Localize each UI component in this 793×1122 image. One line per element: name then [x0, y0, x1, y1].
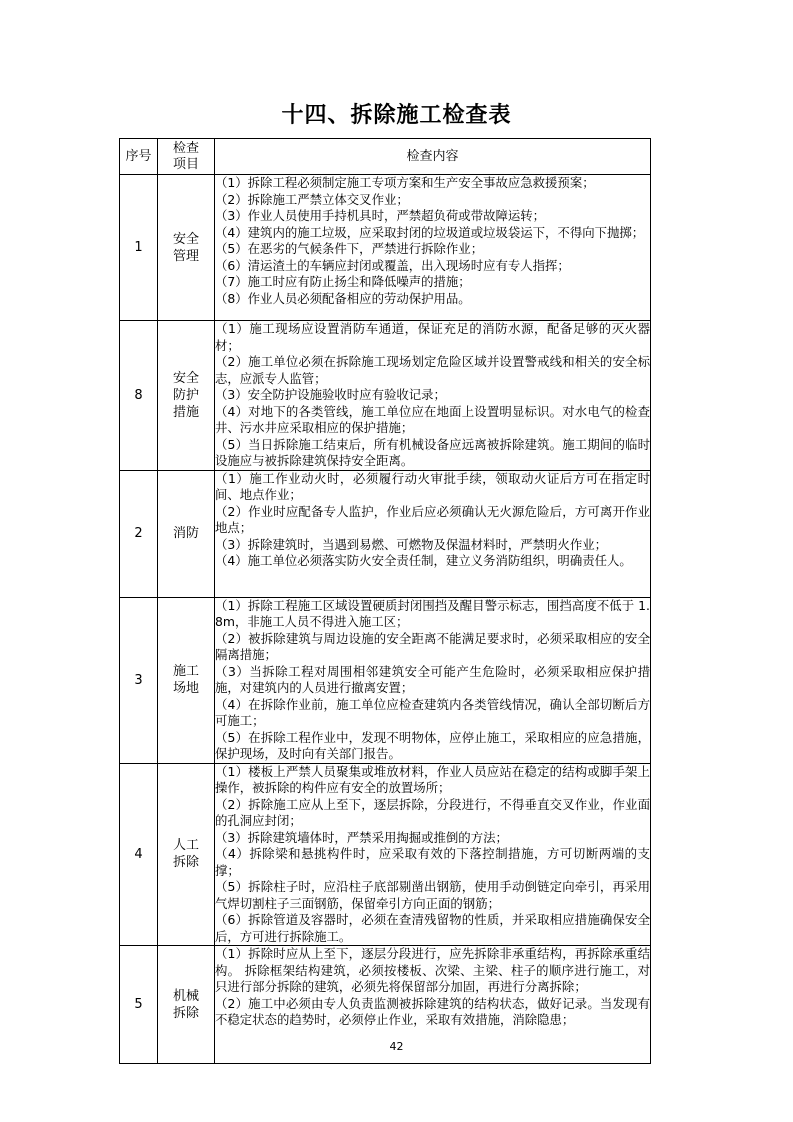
- page-number: 42: [389, 1040, 404, 1053]
- content-line: （2）拆除施工应从上至下，逐层拆除，分段进行，不得垂直交叉作业，作业面的孔洞应封闭；: [215, 796, 650, 828]
- row-check-item-label: 人工拆除: [172, 838, 199, 871]
- header-check-item-label: 检查项目: [172, 140, 199, 172]
- table-row: [120, 175, 651, 321]
- row-check-item-label: 机械拆除: [172, 988, 199, 1021]
- content-line: （4）拆除梁和悬挑构件时，应采取有效的下落控制措施，方可切断两端的支撑；: [215, 846, 650, 878]
- row-check-item: [158, 597, 215, 763]
- content-line: （2）施工中必须由专人负责监测被拆除建筑的结构状态，做好记录。当发现有不稳定状态的趋势时，必须停止作业，采取有效措施，消除隐患；: [215, 995, 650, 1027]
- content-line: （3）作业人员使用手持机具时，严禁超负荷或带故障运转；: [215, 208, 546, 223]
- content-line: （6）拆除管道及容器时，必须在查清残留物的性质，并采取相应措施确保安全后，方可进行拆除施工。: [215, 912, 650, 944]
- content-line: （3）拆除建筑时，当遇到易燃、可燃物及保温材料时，严禁明火作业；: [215, 536, 607, 552]
- content-line: （3）拆除建筑墙体时，严禁采用掏掘或推倒的方法；: [215, 829, 508, 845]
- row-check-item-label: 安全管理: [172, 231, 199, 264]
- content-line: （2）作业时应配备专人监护，作业后应必须确认无火源危险后，方可离开作业地点；: [215, 503, 650, 535]
- row-check-content: [215, 597, 651, 763]
- content-line: （5）在恶劣的气候条件下，严禁进行拆除作业；: [215, 241, 484, 256]
- content-line: （5）在拆除工程作业中，发现不明物体，应停止施工，采取相应的应急措施，保护现场，及时向有关部门报告。: [215, 729, 650, 761]
- content-line: （6）清运渣土的车辆应封闭或覆盖，出入现场时应有专人指挥；: [215, 257, 570, 273]
- row-check-item-label: 施工场地: [172, 664, 199, 696]
- table-row: [120, 763, 651, 946]
- content-line: （1）拆除工程必须制定施工专项方案和生产安全事故应急救援预案；: [215, 175, 595, 190]
- content-line: （4）在拆除作业前，施工单位应检查建筑内各类管线情况，确认全部切断后方可施工；: [215, 696, 650, 728]
- row-serial-number: 2: [120, 470, 158, 597]
- row-check-content: [215, 470, 651, 597]
- header-serial-number: 序号: [120, 139, 158, 175]
- table-header-row: [120, 139, 651, 175]
- row-check-item: [158, 321, 215, 471]
- row-check-item: [158, 470, 215, 597]
- row-check-content: [215, 763, 651, 946]
- content-line: （1）施工现场应设置消防车通道，保证充足的消防水源，配备足够的灭火器材；: [215, 321, 650, 353]
- content-line: （8）作业人员必须配备相应的劳动保护用品。: [215, 290, 471, 306]
- row-serial-number: 5: [120, 946, 158, 1064]
- content-line: （5）当日拆除施工结束后，所有机械设备应远离被拆除建筑。施工期间的临时设施应与被拆除建筑保持安全距离。: [215, 436, 650, 468]
- content-line: （1）施工作业动火时，必须履行动火审批手续，领取动火证后方可在指定时间、地点作业；: [215, 470, 650, 502]
- content-line: （4）对地下的各类管线，施工单位应在地面上设置明显标识。对水电气的检查井、污水井应采取相应的保护措施；: [215, 403, 650, 435]
- content-line: （1）拆除时应从上至下，逐层分段进行，应先拆除非承重结构，再拆除承重结构。 拆除框架结构建筑，必须按楼板、次梁、主梁、柱子的顺序进行施工，对只进行部分拆除的建筑，必须先将保留部分加固，再进行分离拆除；: [215, 946, 650, 994]
- table-body: [120, 175, 651, 1064]
- header-check-content: 检查内容: [215, 139, 651, 175]
- content-line: （2）施工单位必须在拆除施工现场划定危险区域并设置警戒线和相关的安全标志，应派专人监管；: [215, 354, 650, 386]
- content-line: （4）建筑内的施工垃圾，应采取封闭的垃圾道或垃圾袋运下，不得向下抛掷；: [215, 224, 645, 240]
- content-line: （3）安全防护设施验收时应有验收记录；: [215, 387, 446, 402]
- content-line: （1）拆除工程施工区域设置硬质封闭围挡及醒目警示标志，围挡高度不低于 1.8m，非施工人员不得进入施工区；: [215, 597, 650, 629]
- row-serial-number: 3: [120, 597, 158, 763]
- content-line: （3）当拆除工程对周围相邻建筑安全可能产生危险时，必须采取相应保护措施，对建筑内的人员进行撤离安置；: [215, 663, 650, 695]
- header-check-item: [158, 139, 215, 175]
- content-line: （5）拆除柱子时，应沿柱子底部剔凿出钢筋，使用手动倒链定向牵引，再采用气焊切割柱子三面钢筋，保留牵引方向正面的钢筋；: [215, 879, 650, 911]
- row-check-item-label: 安全防护措施: [172, 370, 199, 420]
- row-check-item-label: 消防: [172, 526, 199, 541]
- table-row: [120, 321, 651, 471]
- content-line: （2）被拆除建筑与周边设施的安全距离不能满足要求时，必须采取相应的安全隔离措施；: [215, 630, 650, 662]
- table-row: [120, 470, 651, 597]
- row-check-item: [158, 175, 215, 321]
- table-row: [120, 597, 651, 763]
- row-check-content: [215, 321, 651, 471]
- row-serial-number: 4: [120, 763, 158, 946]
- row-serial-number: 1: [120, 175, 158, 321]
- row-check-content: [215, 175, 651, 321]
- inspection-table: [119, 138, 651, 1064]
- content-line: （4）施工单位必须落实防火安全责任制，建立义务消防组织，明确责任人。: [215, 553, 632, 568]
- content-line: （1）楼板上严禁人员聚集或堆放材料，作业人员应站在稳定的结构或脚手架上操作，被拆除的构件应有安全的放置场所；: [215, 763, 650, 795]
- content-line: （7）施工时应有防止扬尘和降低噪声的措施；: [215, 274, 471, 289]
- content-line: （2）拆除施工严禁立体交叉作业；: [215, 191, 409, 207]
- row-serial-number: 8: [120, 321, 158, 471]
- row-check-item: [158, 763, 215, 946]
- page-title: 十四、拆除施工检查表: [281, 103, 512, 128]
